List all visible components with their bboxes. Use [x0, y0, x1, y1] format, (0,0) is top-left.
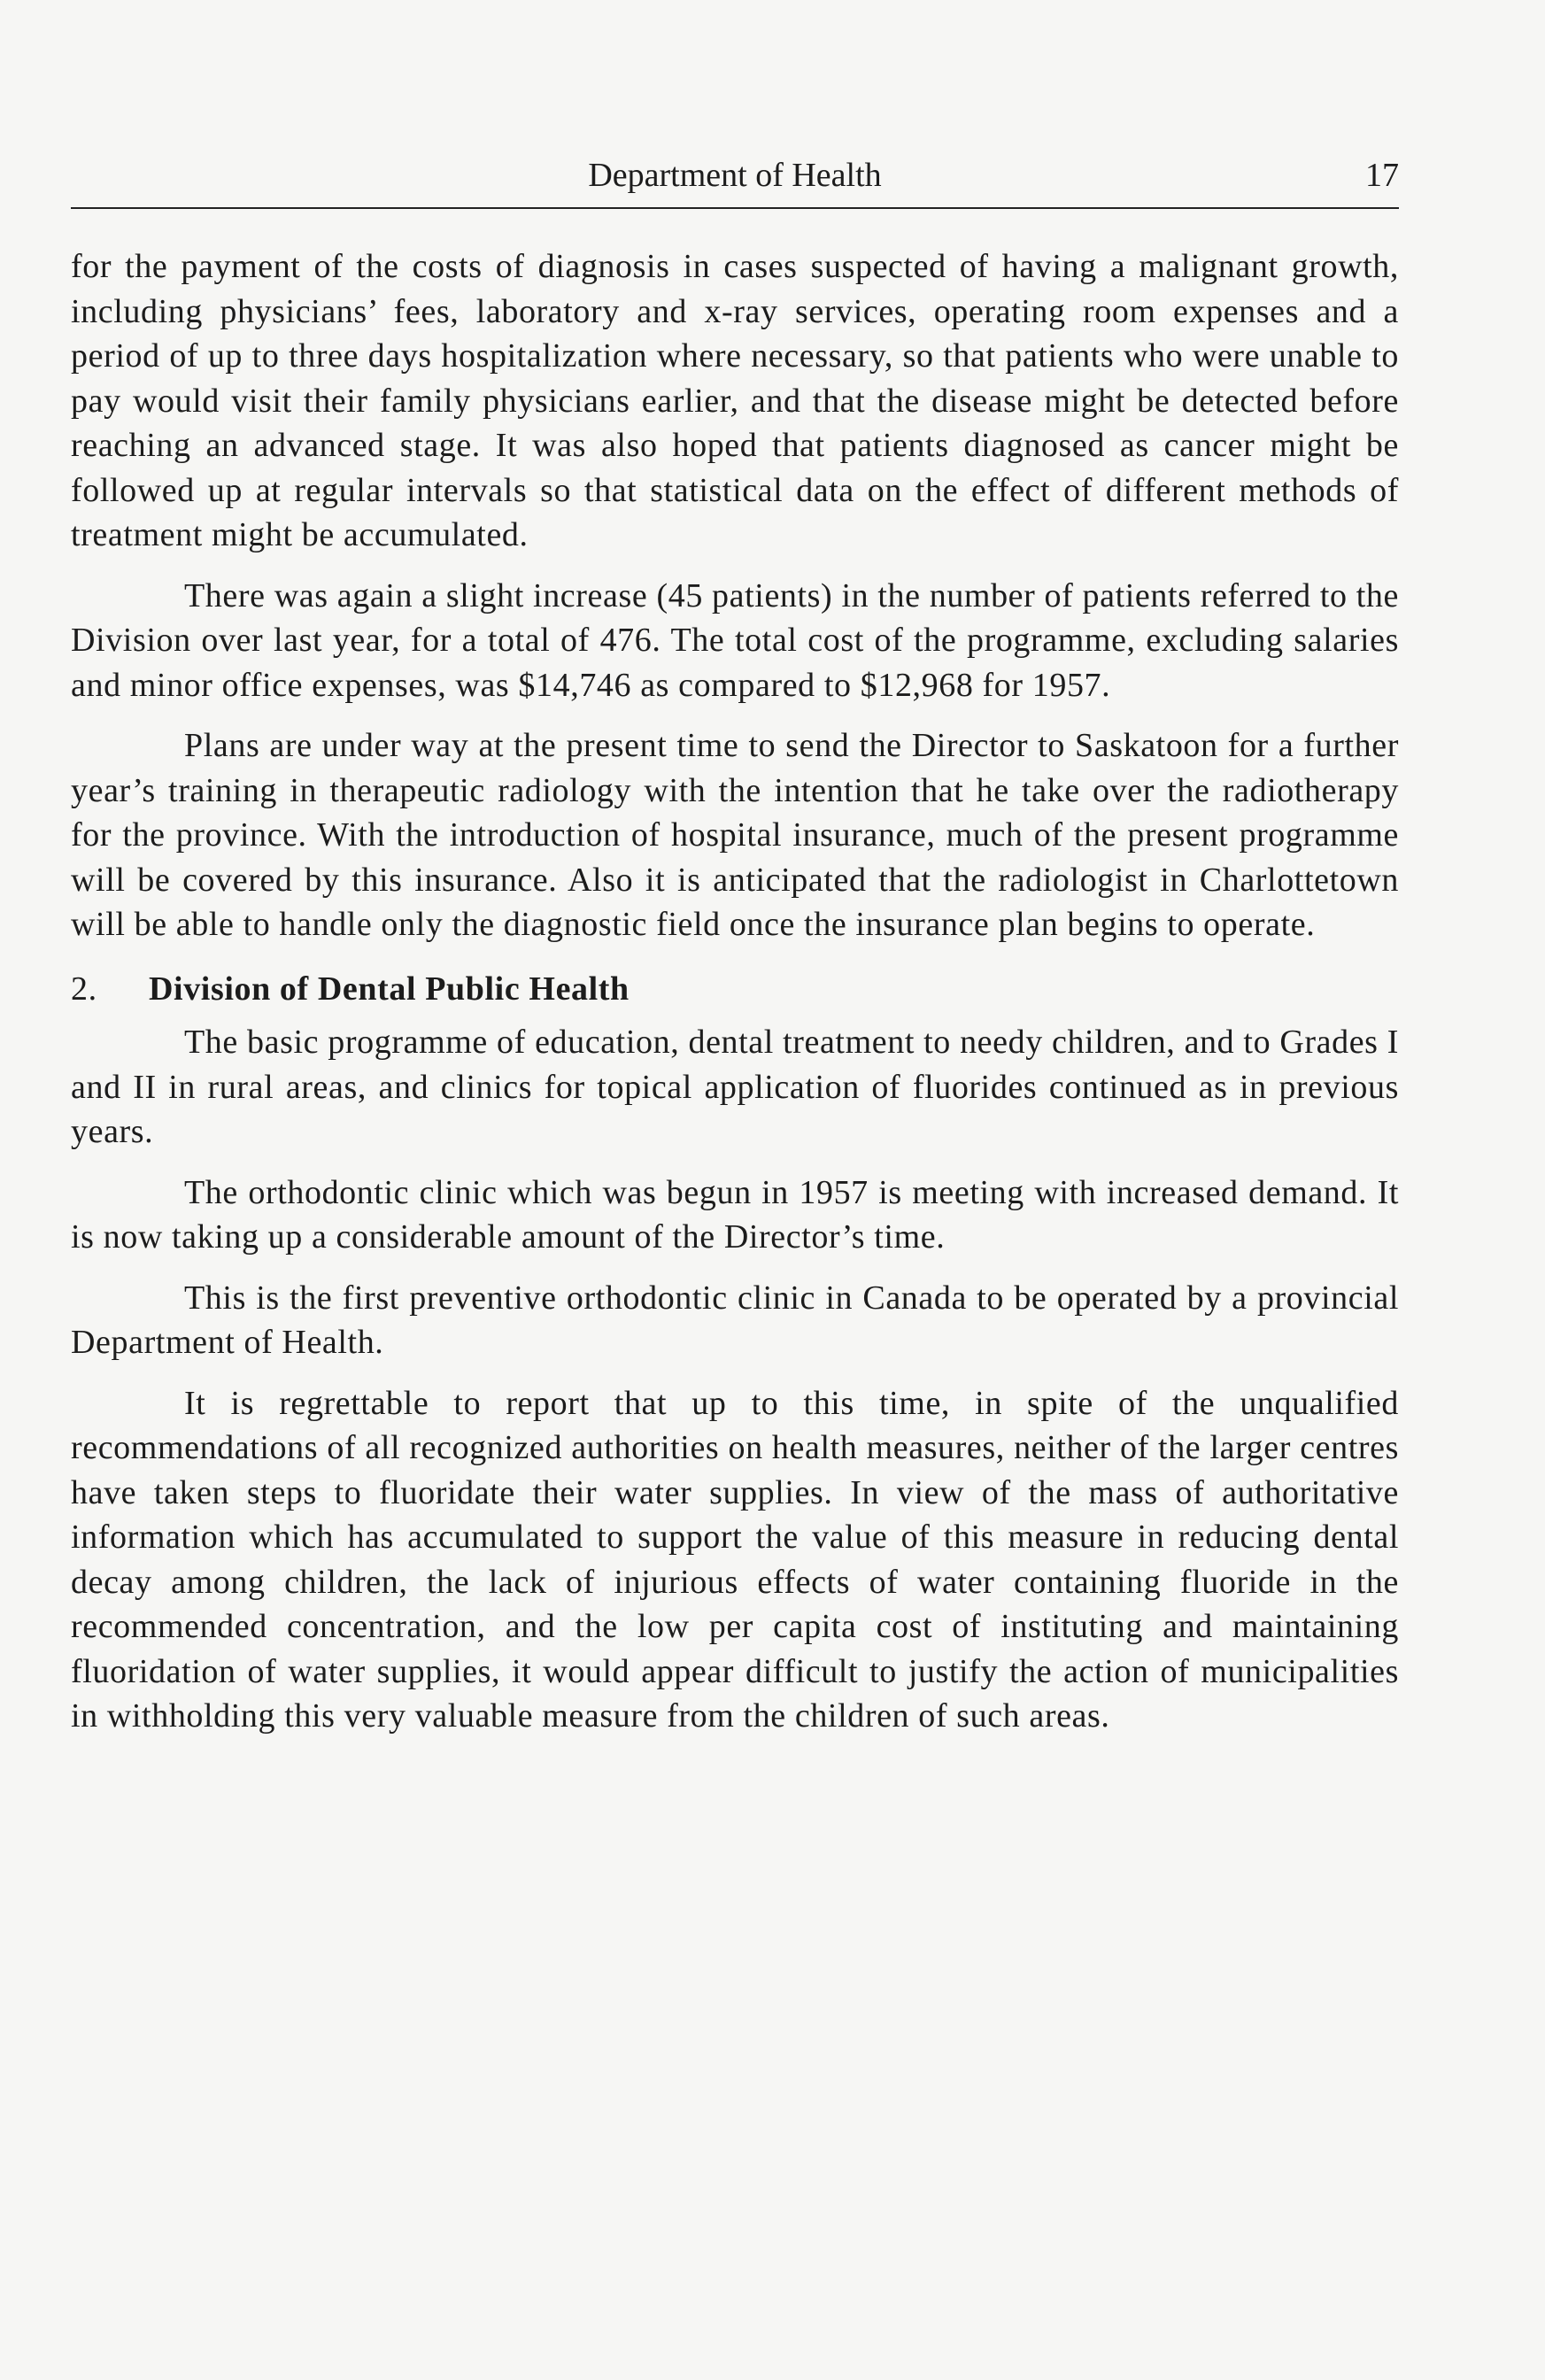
paragraph-first-clinic: This is the first preventive orthodontic clinic in Canada to be operated by a provincial Department of Health. [71, 1279, 1399, 1361]
running-head [71, 149, 1399, 202]
section-title: Division of Dental Public Health [149, 970, 630, 1008]
paragraph-continued: for the payment of the costs of diagnosis in cases suspected of having a malignant growth, including physicians’ fees, laboratory and x-ray services, operating room expenses and a period of up to three days hospitalization where necessary, so that patients who were unable to pay would visit their family physicians earlier, and that the disease might be detected before reaching an advanced stage. It was also hoped that patients diagnosed as cancer might be followed up at regular intervals so that statistical data on the effect of different methods of treatment might be accumulated. [71, 248, 1399, 553]
paragraph-orthodontic-clinic: The orthodontic clinic which was begun in 1957 is meeting with increased demand. It is now taking up a considerable amount of the Director’s time. [71, 1173, 1399, 1256]
running-title: Department of Health [588, 157, 882, 194]
section-heading [71, 967, 1399, 1012]
header-rule [71, 207, 1399, 209]
page-number: 17 [1365, 157, 1399, 194]
paragraph-basic-programme: The basic programme of education, dental treatment to needy children, and to Grades I and II in rural areas, and clinics for topical application of fluorides continued as in previous years. [71, 1024, 1399, 1150]
paragraph-referrals: There was again a slight increase (45 patients) in the number of patients referred to the Division over last year, for a total of 476. The total cost of the programme, excluding salaries and minor office expenses, was $14,746 as compared to $12,968 for 1957. [71, 576, 1399, 704]
paragraph-fluoridation: It is regrettable to report that up to this time, in spite of the unqualified recommendations of all recognized authorities on health measures, neither of the larger centres have taken steps to fluoridate their water supplies. In view of the mass of authoritative information which has accumulated to support the value of this measure in reducing dental decay among children, the lack of injurious effects of water containing fluoride in the recommended concentration, and the low per capita cost of instituting and maintaining fluoridation of water supplies, it would appear difficult to justify the action of municipalities in withholding this very valuable measure from the children of such areas. [71, 1384, 1399, 1735]
section-number: 2. [71, 970, 97, 1008]
page-content [71, 149, 1399, 1739]
paragraph-plans: Plans are under way at the present time to send the Director to Saskatoon for a further year’s training in therapeutic radiology with the intention that he take over the radiotherapy for the province. With the introduction of hospital insurance, much of the present programme will be covered by this insurance. Also it is anticipated that the radiologist in Charlottetown will be able to handle only the diagnostic field once the insurance plan begins to operate. [71, 727, 1399, 943]
